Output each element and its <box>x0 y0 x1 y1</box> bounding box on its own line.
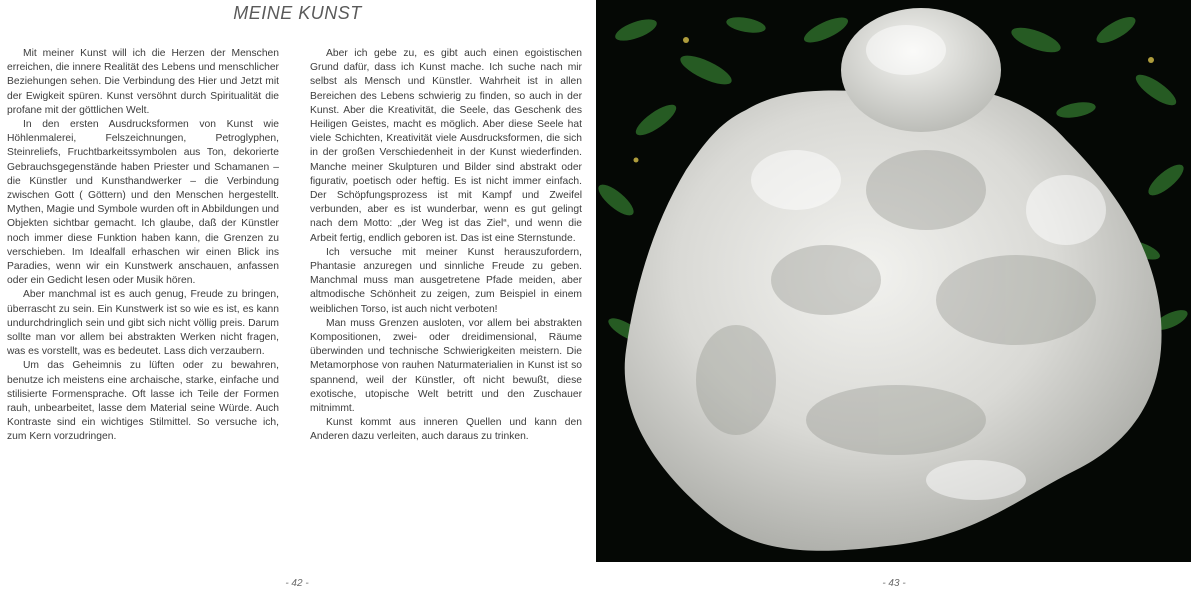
page-number-right: - 43 - <box>882 578 906 589</box>
paragraph: Ich versuche mit meiner Kunst herauszufordern, Phantasie anzuregen und sinnliche Freude zu geben. Manchmal muss man ausgetretene Pfade meiden, aber altmodische Schönheit zu zeigen, zum Beispiel in einem weiblichen Torso, ist auch nicht verboten! <box>310 246 582 315</box>
paragraph: Kunst kommt aus inneren Quellen und kann den Anderen dazu verleiten, auch daraus zu trinken. <box>310 417 582 443</box>
paragraph: In den ersten Ausdrucksformen von Kunst wie Höhlenmalerei, Felszeichnungen, Petroglyphen, Steinreliefs, Fruchtbarkeitssymbolen aus Ton, dekorierte Gebrauchsgegenstände haben Priester und Schamanen – die Künstler und Kunsthandwerker – die Verbindung zwischen Gott ( Göttern) und den Menschen hergestellt. Mythen, Magie und Symbole wurden oft in Abbildungen und Objekten sichtbar gemacht. Ich glaube, daß der Künstler noch immer diese Funktion haben kann, die Grenzen zu verschieben. Im Idealfall erhaschen wir einen Blick ins Paradies, wenn wir ein Kunstwerk anschauen, anfassen oder ein Gedicht lesen oder Musik hören. <box>7 119 279 287</box>
text-column-right <box>310 47 582 445</box>
paragraph: Man muss Grenzen ausloten, vor allem bei abstrakten Kompositionen, zwei- oder dreidimensional, Räume überwinden und technische Schwierigkeiten meistern. Die Metamorphose von rauhen Naturmaterialien in Kunst ist so spannend, weil der Künstler, oft nicht bewußt, diese exotische, utopische Welt betritt und den Zuschauer mitnimmt. <box>310 317 582 415</box>
text-column-left <box>7 47 279 445</box>
stone-sculpture-image <box>596 0 1191 562</box>
paragraph: Mit meiner Kunst will ich die Herzen der Menschen erreichen, die innere Realität des Lebens und menschlicher Beziehungen sehen. Die Verbindung des Hier und Jetzt mit der Ewigkeit spüren. Kunst versöhnt durch Spiritualität die profane mit der göttlichen Welt. <box>7 48 279 116</box>
paragraph: Um das Geheimnis zu lüften oder zu bewahren, benutze ich meistens eine archaische, starke, einfache und stilisierte Formensprache. Oft lasse ich Teile der Formen rauh, unbearbeitet, lasse dem Material seine Würde. Auch Kontraste sind ein wichtiges Stilmittel. So versuche ich, zum Kern vorzudringen. <box>7 360 279 443</box>
page-number-left: - 42 - <box>285 578 309 589</box>
sculpture-photo <box>596 0 1191 562</box>
left-page <box>0 0 595 596</box>
page-title: MEINE KUNST <box>233 3 362 23</box>
paragraph: Aber ich gebe zu, es gibt auch einen egoistischen Grund dafür, dass ich Kunst mache. Ich suche nach mir selbst als Mensch und Künstler. Wahrheit ist in allen Bereichen des Lebens schwierig zu finden, so auch in der Kunst. Aber die Kreativität, die Seele, das Geschenk des Heiligen Geistes, macht es möglich. Aber diese Seele hat viele Schichten, Kreativität viele Ausdrucksformen, die sich in der großen Verschiedenheit in der Kunst wiederfinden. Manche meiner Skulpturen und Bilder sind abstrakt oder figurativ, poetisch oder heftig. Es ist nicht immer einfach. Der Schöpfungsprozess ist mit Kampf und Zweifel verbunden, aber es ist wunderbar, wenn es gut gelingt nach dem Motto: „der Weg ist das Ziel“, und wenn die Arbeit fertig, endlich geboren ist. Das ist eine Sternstunde. <box>310 48 582 244</box>
paragraph: Aber manchmal ist es auch genug, Freude zu bringen, überrascht zu sein. Ein Kunstwerk ist so wie es ist, es kann undurchdringlich sein und gibt sich nicht völlig preis. Darum sollte man vor allem bei abstrakten Werken nicht fragen, was es vorstellt, was es bedeutet. Lass dich verzaubern. <box>7 289 279 358</box>
